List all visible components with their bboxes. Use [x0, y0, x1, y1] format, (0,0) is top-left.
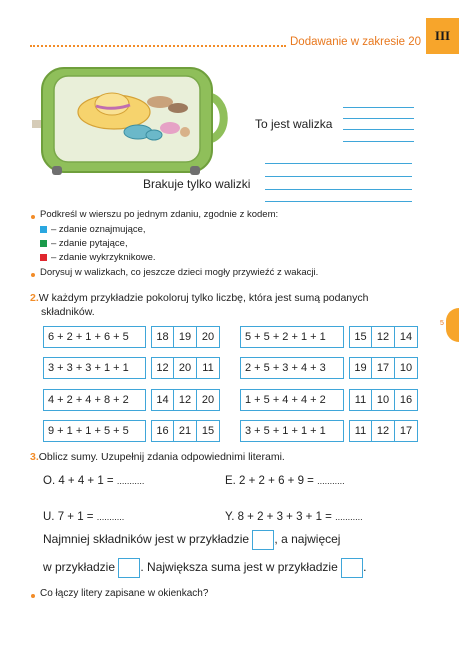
exercise-text: Oblicz sumy. Uzupełnij zdania odpowiednimi literami. — [38, 451, 285, 463]
sum-option[interactable]: 20 — [174, 357, 197, 379]
sum-option[interactable]: 15 — [349, 326, 372, 348]
sum-option[interactable]: 11 — [197, 357, 220, 379]
answer-dots[interactable]: ........... — [96, 512, 125, 522]
sum-expression: 4 + 2 + 4 + 8 + 2 — [43, 389, 146, 411]
chapter-tab: III — [426, 18, 459, 54]
answer-box[interactable] — [341, 558, 363, 578]
sum-row — [240, 326, 418, 348]
exercise-number: 3. — [30, 451, 39, 463]
header-dotted-line — [30, 45, 286, 47]
sum-expression: 5 + 5 + 2 + 1 + 1 — [240, 326, 344, 348]
answer-dots[interactable]: ........... — [317, 476, 345, 486]
green-square-icon — [40, 240, 47, 247]
instruction-draw: Dorysuj w walizkach, co jeszcze dzieci mogły przywieźć z wakacji. — [40, 267, 319, 278]
side-tab — [446, 308, 459, 342]
code-interrogative — [40, 238, 128, 249]
sentence-part: w przykładzie — [43, 560, 116, 575]
equation-text: E. 2 + 2 + 6 + 9 = — [225, 475, 314, 487]
sum-expression: 3 + 3 + 3 + 1 + 1 — [43, 357, 146, 379]
sentence-part: , a najwięcej — [274, 532, 341, 547]
sum-option[interactable]: 20 — [197, 326, 220, 348]
sum-expression: 2 + 5 + 3 + 4 + 3 — [240, 357, 344, 379]
red-square-icon — [40, 254, 47, 261]
sum-option[interactable]: 16 — [151, 420, 174, 442]
sum-row — [240, 420, 418, 442]
instruction-underline: Podkreśl w wierszu po jednym zdaniu, zgodnie z kodem: — [40, 209, 279, 220]
equation-e — [225, 475, 345, 487]
sum-row — [43, 420, 220, 442]
sum-option[interactable]: 16 — [395, 389, 418, 411]
sum-option[interactable]: 14 — [151, 389, 174, 411]
writing-line[interactable] — [343, 118, 414, 119]
bullet — [31, 215, 35, 219]
code-label: – zdanie pytające, — [51, 238, 128, 249]
code-label: – zdanie wykrzyknikowe. — [51, 252, 156, 263]
sum-option[interactable]: 12 — [151, 357, 174, 379]
code-label: – zdanie oznajmujące, — [51, 224, 146, 235]
exercise-3-heading — [30, 450, 285, 464]
sum-option[interactable]: 12 — [174, 389, 197, 411]
blue-square-icon — [40, 226, 47, 233]
sum-row — [240, 357, 418, 379]
writing-line[interactable] — [343, 107, 414, 108]
page-title: Dodawanie w zakresie 20 — [290, 36, 422, 48]
sum-option[interactable]: 14 — [395, 326, 418, 348]
writing-line[interactable] — [265, 176, 412, 177]
sentence-part: . — [363, 560, 367, 575]
sum-option[interactable]: 18 — [151, 326, 174, 348]
equation-y — [225, 511, 363, 523]
sum-option[interactable]: 10 — [372, 389, 395, 411]
bullet — [31, 273, 35, 277]
sum-expression: 6 + 2 + 1 + 6 + 5 — [43, 326, 146, 348]
page-number: 5 — [440, 320, 444, 327]
equation-text: O. 4 + 4 + 1 = — [43, 475, 114, 487]
sentence-part: Najmniej składników jest w przykładzie — [43, 532, 250, 547]
suitcase-illustration — [30, 62, 235, 180]
answer-box[interactable] — [252, 530, 274, 550]
sum-expression: 3 + 5 + 1 + 1 + 1 — [240, 420, 344, 442]
sentence-part: . Największa suma jest w przykładzie — [140, 560, 338, 575]
sum-option[interactable]: 19 — [349, 357, 372, 379]
equation-u — [43, 511, 124, 523]
final-question: Co łączy litery zapisane w okienkach? — [40, 588, 209, 599]
sum-option[interactable]: 10 — [395, 357, 418, 379]
sum-option[interactable]: 11 — [349, 420, 372, 442]
equation-text: U. 7 + 1 = — [43, 511, 94, 523]
bullet — [31, 594, 35, 598]
writing-line[interactable] — [265, 189, 412, 190]
sum-expression: 9 + 1 + 1 + 5 + 5 — [43, 420, 146, 442]
equation-o — [43, 475, 144, 487]
code-declarative — [40, 224, 146, 235]
sum-option[interactable]: 11 — [349, 389, 372, 411]
sum-row — [240, 389, 418, 411]
sum-option[interactable]: 17 — [372, 357, 395, 379]
sum-option[interactable]: 17 — [395, 420, 418, 442]
sentence-largest — [43, 558, 366, 578]
sum-row — [43, 326, 220, 348]
writing-line[interactable] — [343, 129, 414, 130]
sentence-suitcase: To jest walizka — [255, 117, 333, 131]
sum-option[interactable]: 12 — [372, 326, 395, 348]
sum-option[interactable]: 19 — [174, 326, 197, 348]
sum-row — [43, 357, 220, 379]
code-exclamatory — [40, 252, 156, 263]
sum-option[interactable]: 15 — [197, 420, 220, 442]
sum-option[interactable]: 21 — [174, 420, 197, 442]
sentence-missing-suitcase: Brakuje tylko walizki — [143, 177, 251, 191]
equation-text: Y. 8 + 2 + 3 + 3 + 1 = — [225, 511, 332, 523]
sentence-least-most — [43, 530, 340, 550]
exercise-2-heading-cont: składników. — [41, 306, 95, 318]
writing-line[interactable] — [265, 201, 412, 202]
exercise-number: 2. — [30, 292, 39, 304]
answer-dots[interactable]: ........... — [116, 476, 145, 486]
writing-line[interactable] — [343, 141, 414, 142]
answer-dots[interactable]: ........... — [335, 512, 363, 522]
exercise-text: W każdym przykładzie pokoloruj tylko liczbę, która jest sumą podanych — [38, 292, 369, 304]
sum-option[interactable]: 20 — [197, 389, 220, 411]
sum-expression: 1 + 5 + 4 + 4 + 2 — [240, 389, 344, 411]
answer-box[interactable] — [118, 558, 140, 578]
sum-option[interactable]: 12 — [372, 420, 395, 442]
sum-row — [43, 389, 220, 411]
exercise-2-heading — [30, 291, 369, 305]
writing-line[interactable] — [265, 163, 412, 164]
